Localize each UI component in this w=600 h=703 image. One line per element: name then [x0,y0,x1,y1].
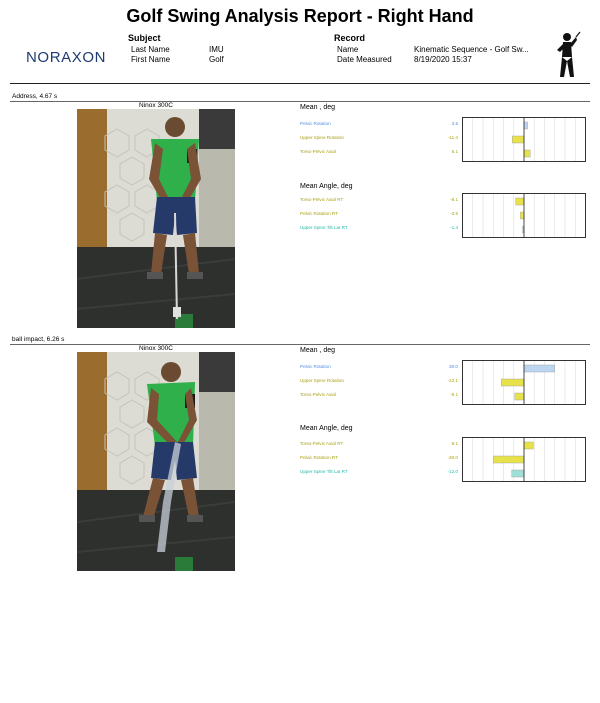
panel-title-mean-address: Mean , deg [300,104,336,111]
date-measured-label: Date Measured [337,55,392,64]
metric-value: 9.1 [451,441,458,446]
metric-bar [501,379,524,386]
subject-heading: Subject [128,33,161,43]
camera-label-address: Ninox 300C [139,102,173,109]
metric-value: -9.1 [450,392,458,397]
first-name-value: Golf [209,55,224,64]
last-name-value: IMU [209,45,224,54]
metric-value: -8.1 [450,197,458,202]
record-name-label: Name [337,45,359,54]
metric-value: -30.0 [447,455,458,460]
metric-label: Upper Spine Rotation [300,135,344,140]
metric-label: Torso-Pelvic Axial RT [300,441,344,446]
panel-mean-address [298,116,598,156]
metric-bar [515,393,524,400]
record-name-value: Kinematic Sequence - Golf Sw... [414,45,529,54]
record-heading: Record [334,33,366,43]
metric-label: Upper Spine Rotation [300,378,344,383]
metric-label: Pelvic Rotation RT [300,455,338,460]
metric-bar [520,212,524,219]
bar-chart-box [462,360,587,406]
metric-bar [512,470,524,477]
bar-chart-box [462,437,587,483]
metric-label: Pelvic Rotation [300,121,331,126]
metric-bar [512,136,524,143]
metric-label: Pelvic Rotation RT [300,211,338,216]
metric-value: -11.4 [447,135,458,140]
first-name-label: First Name [131,55,171,64]
metric-label: Torso-Pelvic Axial RT [300,197,344,202]
metric-value: 30.0 [449,364,458,369]
last-name-label: Last Name [131,45,170,54]
section-label-ball-impact: ball impact, 6.26 s [12,336,65,343]
metric-value: -3.5 [450,211,458,216]
metric-value: 6.1 [451,149,458,154]
noraxon-logo: NORAXON [26,49,107,66]
address-video-frame [77,109,235,328]
panel-title-mean-angle-address: Mean Angle, deg [300,183,353,190]
metric-bar [524,122,528,129]
metric-bar [524,442,533,449]
bar-chart-box [462,193,587,239]
panel-title-mean-ball-impact: Mean , deg [300,347,336,354]
panel-mean-angle-address [298,192,598,237]
metric-value: 3.5 [451,121,458,126]
metric-value: -22.1 [447,378,458,383]
metric-bar [524,365,555,372]
ball-impact-video-frame [77,352,235,571]
metric-bar [516,198,524,205]
report-title: Golf Swing Analysis Report - Right Hand [126,6,474,26]
metric-label: Upper Spine Tilt Lat RT [300,225,348,230]
header-divider [10,83,590,84]
golfer-silhouette-icon [550,31,582,81]
panel-mean-angle-ball-impact [298,436,598,481]
panel-title-mean-angle-ball-impact: Mean Angle, deg [300,425,353,432]
metric-label: Pelvic Rotation [300,364,331,369]
bar-chart-box [462,117,587,163]
metric-bar [524,150,530,157]
camera-label-ball-impact: Ninox 300C [139,345,173,352]
metric-label: Upper Spine Tilt Lat RT [300,469,348,474]
metric-label: Torso-Pelvic Axial [300,392,336,397]
panel-mean-ball-impact [298,359,598,404]
metric-label: Torso-Pelvic Axial [300,149,336,154]
metric-value: -12.0 [447,469,458,474]
date-measured-value: 8/19/2020 15:37 [414,55,472,64]
metric-bar [493,456,524,463]
metric-value: -1.4 [450,225,458,230]
section-label-address: Address, 4.67 s [12,93,58,100]
